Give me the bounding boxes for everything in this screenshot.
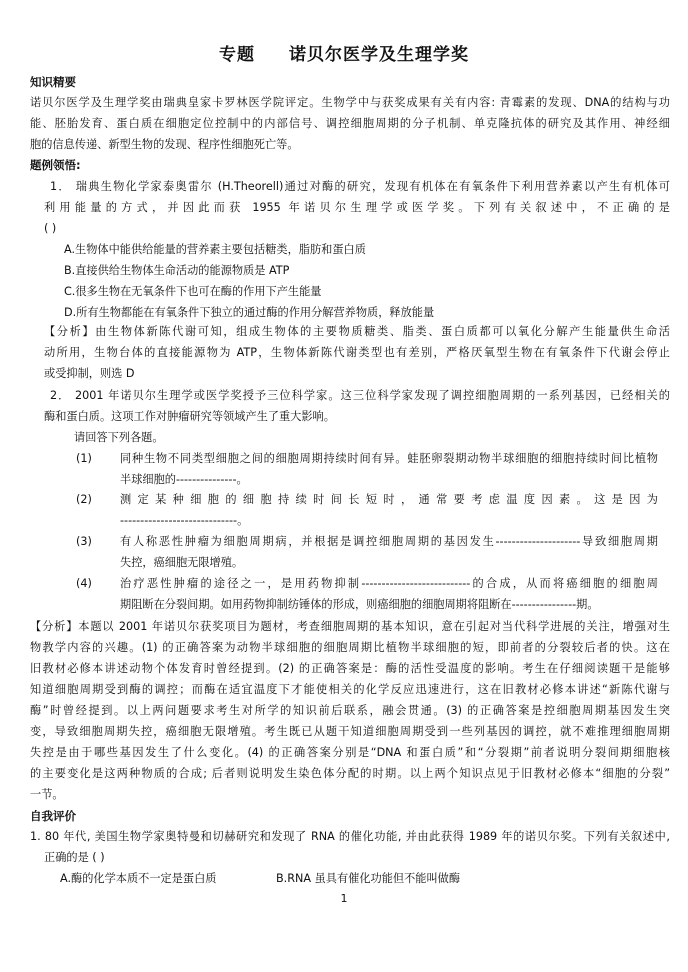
q2-sub-4-number: (4) <box>76 577 92 590</box>
page-number: 1 <box>340 892 348 905</box>
s1-line-1: 1. 80 年代, 美国生物学家奥特曼和切赫研究和发现了 RNA 的催化功能, 并由此获得 1989 年的诺贝尔奖。下列有关叙述中, <box>30 830 670 843</box>
q2-sub-4-line-2: 期阻断在分裂间期。如用药物抑制纺锤体的形成，则癌细胞的细胞周期将阻断在----------------期。 <box>120 598 599 611</box>
q1-option-a: A.生物体中能供给能量的营养素主要包括糖类，脂肪和蛋白质 <box>64 243 366 256</box>
intro-line-1: 诺贝尔医学及生理学奖由瑞典皇家卡罗林医学院评定。生物学中与获奖成果有关有内容: 青霉素的发现、DNA的结构与功 <box>30 96 670 109</box>
q2-line-2: 酶和蛋白质。这项工作对肿瘤研究等领域产生了重大影响。 <box>44 410 335 423</box>
q1-analysis-line-2: 动所用，生物台体的直接能源物为 ATP，生物体新陈代谢类型也有差别，严格厌氧型生物在有氧条件下代谢会停止 <box>44 346 670 359</box>
q2-analysis-line-9: 一节。 <box>30 788 64 801</box>
q1-analysis-line-3: 或受抑制，则选 D <box>44 367 135 380</box>
title-topic-label: 专题 <box>219 45 255 65</box>
q2-sub-1-line-1: 同种生物不同类型细胞之间的细胞周期持续时间有异。蛙胚卵裂期动物半球细胞的细胞持续时间比植物 <box>120 452 658 465</box>
q2-line-1: 2． 2001 年诺贝尔生理学或医学奖授予三位科学家。这三位科学家发现了调控细胞周期的一系列基因，已经相关的 <box>50 389 670 402</box>
s1-option-a: A.酶的化学本质不一定是蛋白质 <box>60 872 217 885</box>
section-heading-self-evaluation: 自我评价 <box>30 809 76 823</box>
q1-analysis-line-1: 【分析】由生物体新陈代谢可知，组成生物体的主要物质糖类、脂类、蛋白质都可以氧化分解产生能量供生命活 <box>44 325 670 338</box>
q2-sub-2-line-2: -----------------------------。 <box>120 514 249 527</box>
q1-line-3: ( ) <box>44 222 57 235</box>
q2-analysis-line-7: 失控是由于哪些基因发生了什么变化。(4) 的正确答案分别是“DNA 和蛋白质”和“分裂期”前者说明分裂间期细胞核 <box>30 746 670 759</box>
q2-analysis-line-5: 酶”时曾经提到。以上两问题要求考生对所学的知识前后联系，融会贯通。(3) 的正确答案是控细胞周期基因发生突 <box>30 704 670 717</box>
q1-option-d: D.所有生物都能在有氧条件下独立的通过酶的作用分解营养物质，释放能量 <box>64 306 435 319</box>
s1-option-b: B.RNA 虽具有催化功能但不能叫做酶 <box>276 872 461 885</box>
section-heading-knowledge: 知识精要 <box>30 75 76 89</box>
page-title <box>0 40 688 65</box>
q2-sub-1-number: (1) <box>76 452 92 465</box>
q1-option-c: C.很多生物在无氧条件下也可在酶的作用下产生能量 <box>64 285 322 298</box>
q1-line-1: 1． 瑞典生物化学家泰奥雷尔 (H.Theorell)通过对酶的研究，发现有机体在有氧条件下利用营养素以产生有机体可 <box>50 180 670 193</box>
q2-sub-2-line-1: 测定某种细胞的细胞持续时间长短时，通常要考虑温度因素。这是因为 <box>120 493 658 506</box>
q2-analysis-line-6: 变，导致细胞周期失控，癌细胞无限增殖。考生既已从题干知道细胞周期受到一些列基因的调控，就不难推理细胞周期 <box>30 725 670 738</box>
s1-line-2: 正确的是 ( ) <box>44 851 105 864</box>
q2-sub-1-line-2: 半球细胞的---------------。 <box>120 473 248 486</box>
q1-line-2: 利用能量的方式，并因此而获 1955 年诺贝尔生理学或医学奖。下列有关叙述中，不正确的是 <box>44 201 670 214</box>
q2-sub-3-number: (3) <box>76 535 92 548</box>
intro-line-3: 胞的信息传递、新型生物的发现、程序性细胞死亡等。 <box>30 138 299 151</box>
intro-line-2: 能、胚胎发育、蛋白质在细胞定位控制中的内部信号、调控细胞周期的分子机制、单克隆抗体的研究及其作用、神经细 <box>30 117 670 130</box>
q2-analysis-line-1: 【分析】本题以 2001 年诺贝尔获奖项目为题材，考查细胞周期的基本知识，意在引起对当代科学进展的关注，增强对生 <box>30 620 670 633</box>
q2-sub-4-line-1: 治疗恶性肿瘤的途径之一，是用药物抑制---------------------------的合成，从而将癌细胞的细胞周 <box>120 577 658 590</box>
q2-analysis-line-8: 的主要变化是这两种物质的合成; 后者则说明发生染色体分配的时期。以上两个知识点见于旧教材必修本“细胞的分裂” <box>30 767 670 780</box>
q2-line-3: 请回答下列各题。 <box>74 431 164 444</box>
section-heading-examples: 题例领悟: <box>30 158 81 172</box>
q2-sub-3-line-1: 有人称恶性肿瘤为细胞周期病，并根据是调控细胞周期的基因发生---------------------导致细胞周期 <box>120 535 658 548</box>
q2-sub-3-line-2: 失控，癌细胞无限增殖。 <box>120 556 244 569</box>
q2-analysis-line-3: 旧教材必修本讲述动物个体发育时曾经提到。(2) 的正确答案是：酶的活性受温度的影响。考生在仔细阅读题干是能够 <box>30 662 670 675</box>
q2-analysis-line-2: 物教学内容的兴趣。(1) 的正确答案为动物半球细胞的细胞周期比植物半球细胞的短，即前者的分裂较后者的快。这在 <box>30 641 670 654</box>
q2-sub-2-number: (2) <box>76 493 92 506</box>
title-main: 诺贝尔医学及生理学奖 <box>289 45 469 65</box>
q1-option-b: B.直接供给生物体生命活动的能源物质是 ATP <box>64 264 290 277</box>
q2-analysis-line-4: 知道细胞周期受到酶的调控；而酶在适宜温度下才能使相关的化学反应迅速进行，这在旧教材必修本讲述“新陈代谢与 <box>30 683 670 696</box>
